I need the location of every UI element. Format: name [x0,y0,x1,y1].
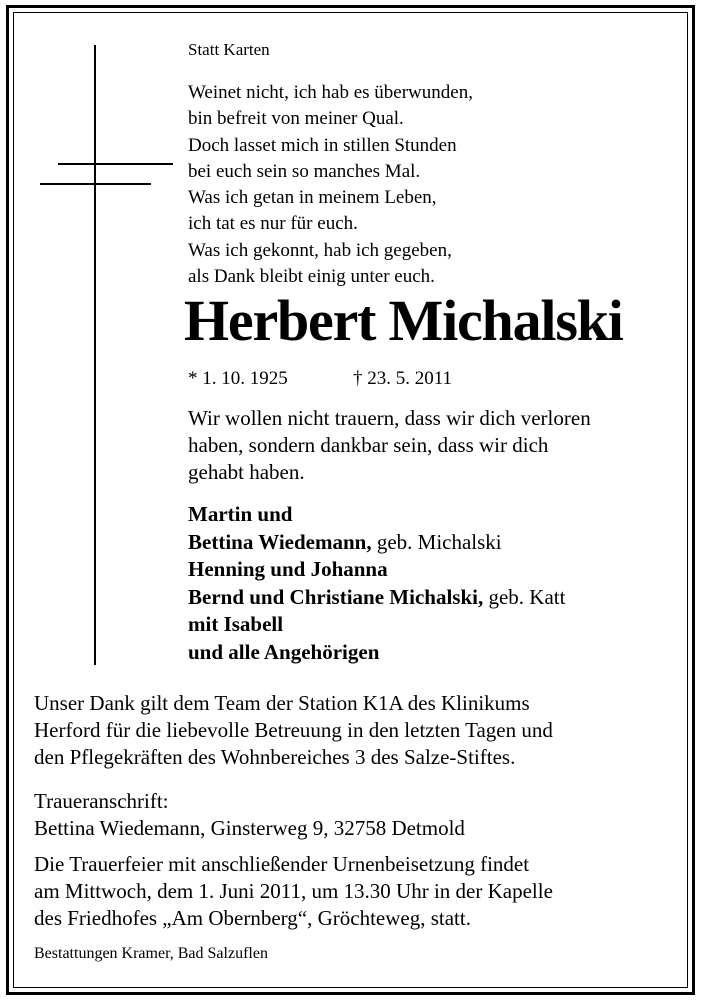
address-label: Traueranschrift: [34,789,169,813]
poem-line: Doch lasset mich in stillen Stunden [188,134,457,156]
mourner-line: Bettina Wiedemann, geb. Michalski [188,529,502,554]
poem-line: Weinet nicht, ich hab es überwunden, [188,82,473,103]
service-line: des Friedhofes „Am Obernberg“, Gröchteweg, statt. [34,906,471,930]
poem-line: Was ich getan in meinem Leben, [188,187,437,209]
funeral-service-info [34,851,553,932]
address-line: Bettina Wiedemann, Ginsterweg 9, 32758 Detmold [34,816,465,840]
thanks-line: Herford für die liebevolle Betreuung in den letzten Tagen und [34,718,553,742]
poem-line: als Dank bleibt einig unter euch. [188,266,435,288]
thanks-line: Unser Dank gilt dem Team der Station K1A des Klinikums [34,691,530,715]
quote-line: Wir wollen nicht trauern, dass wir dich verloren [188,406,591,430]
funeral-home: Bestattungen Kramer, Bad Salzuflen [34,945,268,962]
quote [188,405,591,486]
mourner-line: Henning und Johanna [188,557,388,581]
death-date: † 23. 5. 2011 [353,368,453,389]
mourner-line: Bernd und Christiane Michalski, geb. Katt [188,584,566,609]
mourning-address [34,788,465,842]
poem-line: ich tat es nur für euch. [188,213,358,235]
mourner-line: Martin und [188,502,293,526]
thanks-paragraph [34,690,553,771]
poem [188,80,473,290]
mourner-line: mit Isabell [188,612,284,636]
service-line: Die Trauerfeier mit anschließender Urnenbeisetzung findet [34,852,530,876]
thanks-line: den Pflegekräften des Wohnbereiches 3 des Salze-Stiftes. [34,745,516,769]
cross-lower-beam [40,183,151,185]
header-statt-karten: Statt Karten [188,40,270,59]
family-mourners [188,501,565,666]
quote-line: gehabt haben. [188,460,305,484]
deceased-name: Herbert Michalski [184,288,623,353]
poem-line: bin befreit von meiner Qual. [188,108,404,130]
birth-date: * 1. 10. 1925 [188,368,288,389]
poem-line: bei euch sein so manches Mal. [188,160,421,182]
service-line: am Mittwoch, dem 1. Juni 2011, um 13.30 Uhr in der Kapelle [34,879,553,903]
quote-line: haben, sondern dankbar sein, dass wir dich [188,433,549,457]
poem-line: Was ich gekonnt, hab ich gegeben, [188,239,452,261]
cross-upper-beam [58,163,173,165]
mourner-line: und alle Angehörigen [188,639,380,664]
cross-vertical-bar [94,45,96,665]
